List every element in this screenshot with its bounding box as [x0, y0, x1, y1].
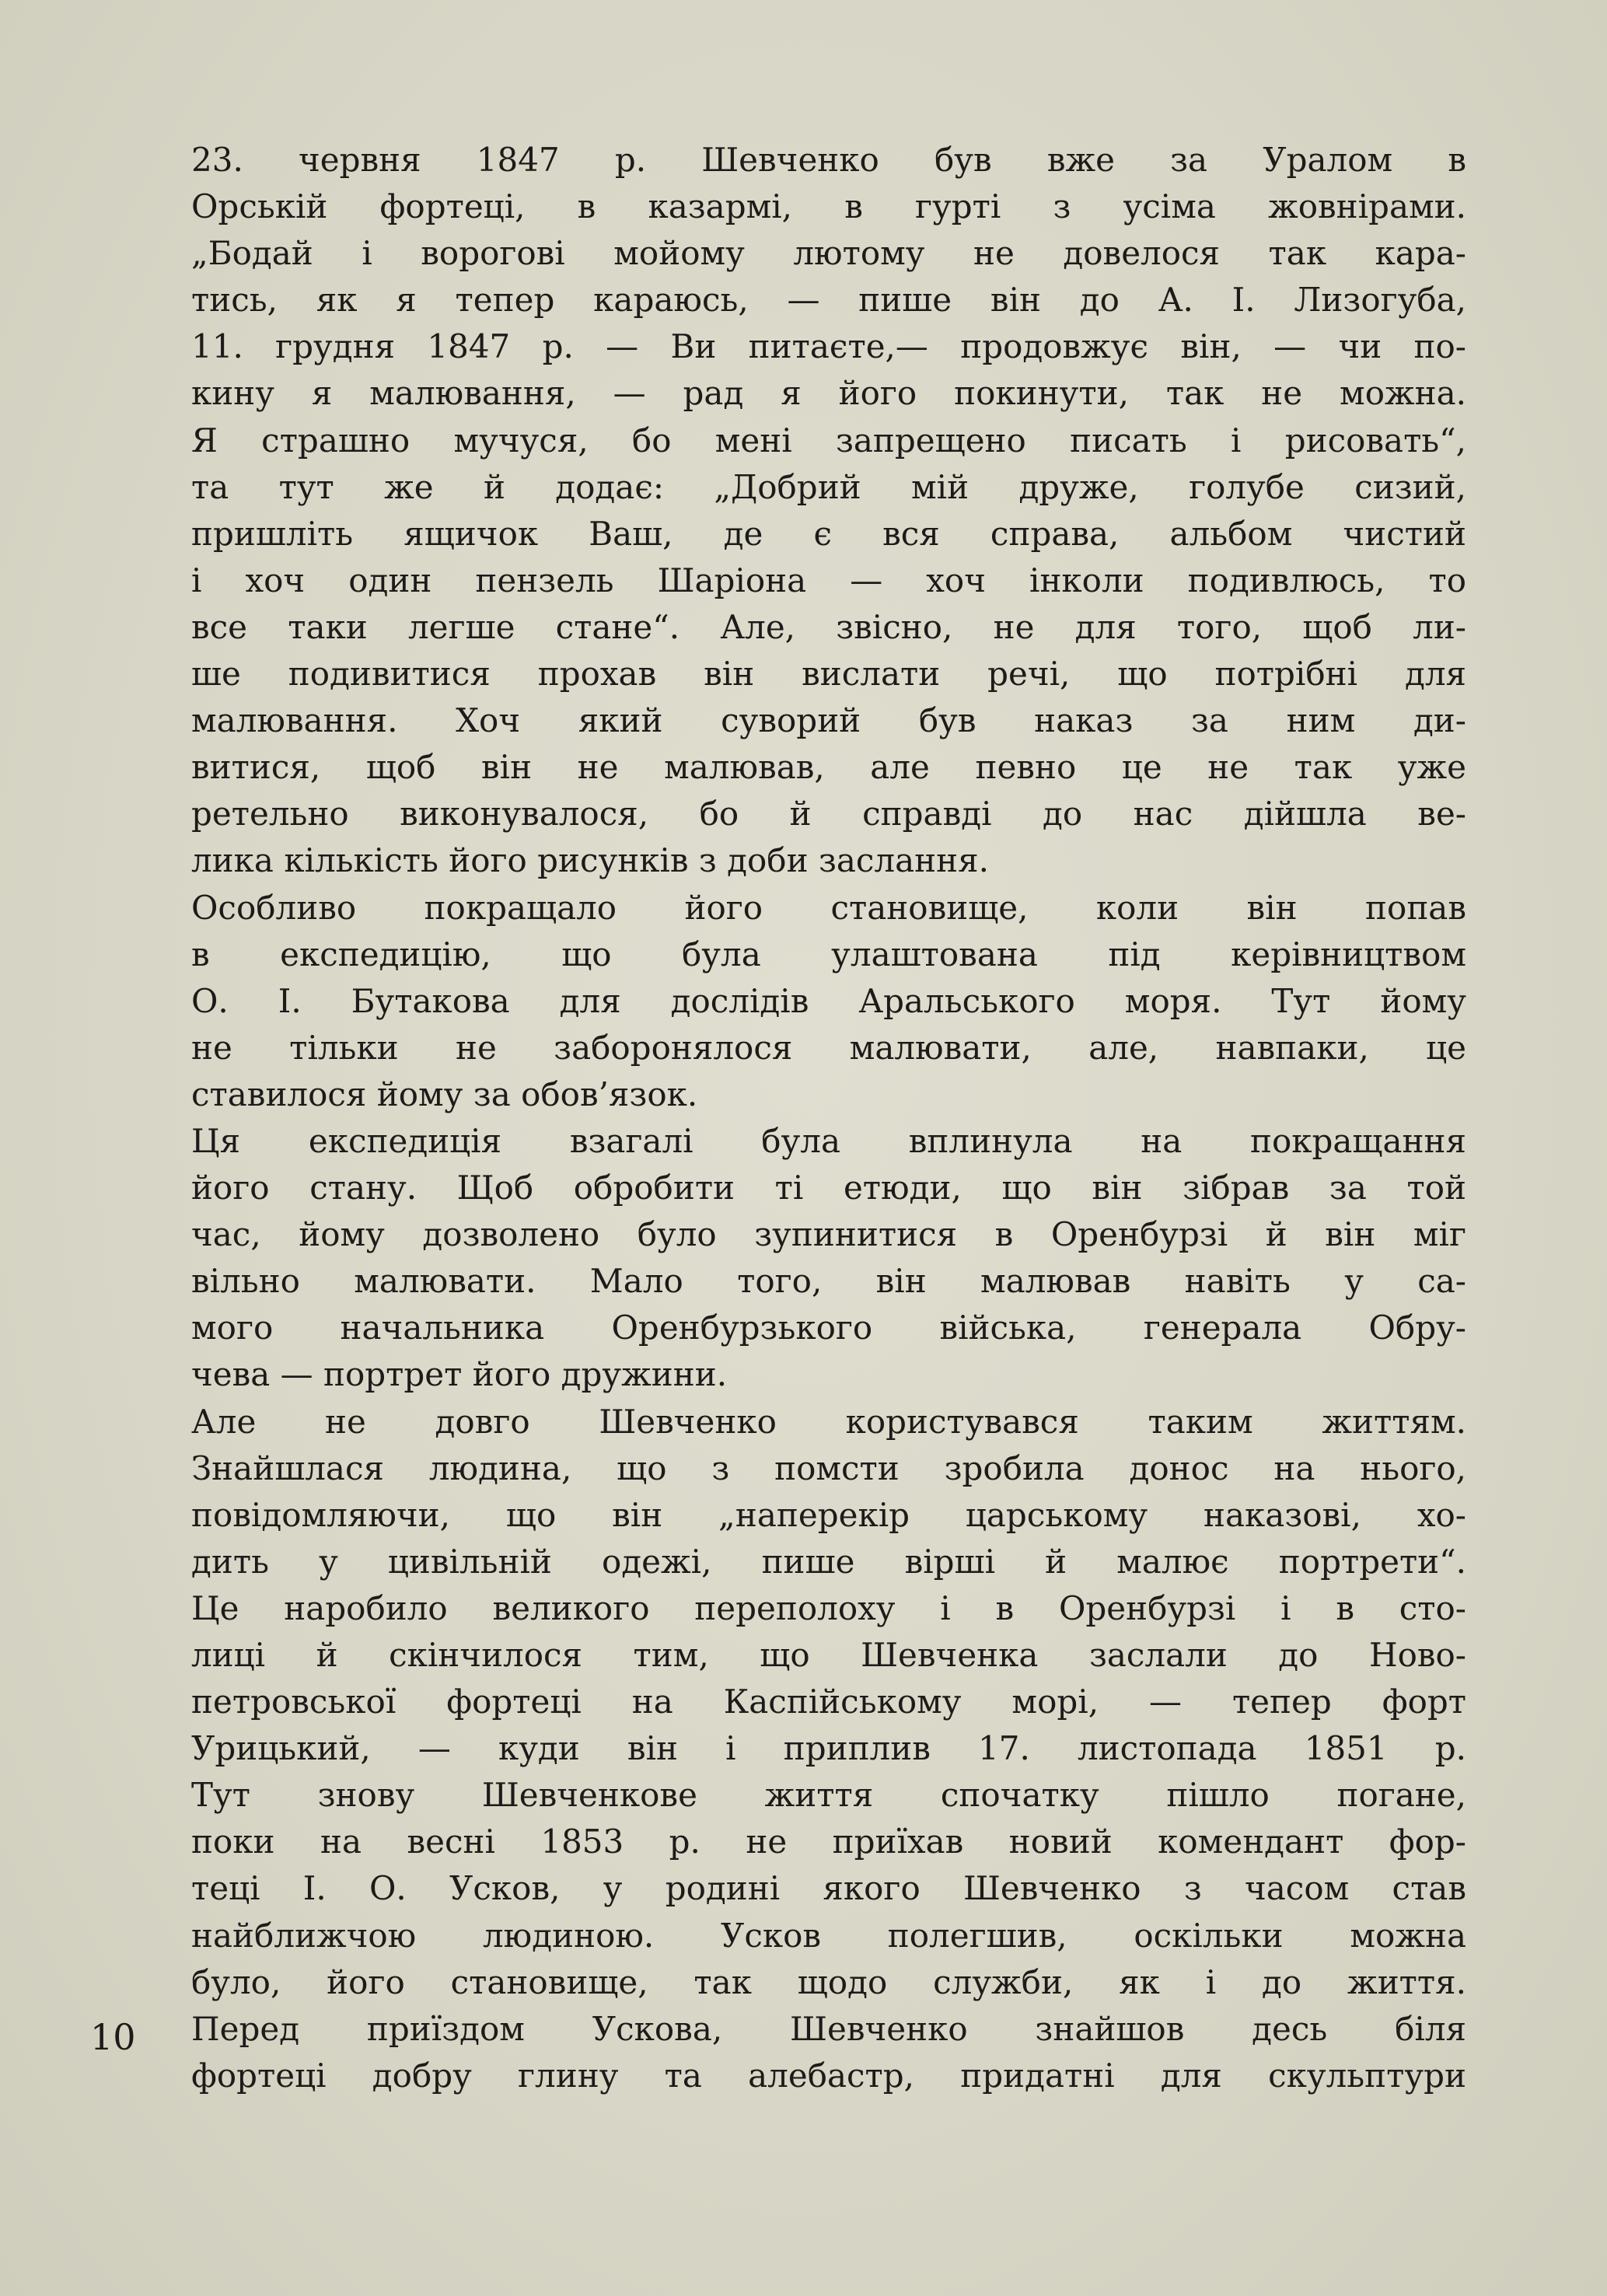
- text-line: ше подивитися прохав він вислати речі, що потрібні для: [191, 655, 1466, 694]
- paragraph: [191, 137, 1466, 885]
- text-line: Я страшно мучуся, бо мені запрещено писать і рисовать“,: [191, 421, 1466, 460]
- text-line: мого начальника Оренбурзького війська, генерала Обру-: [191, 1309, 1466, 1347]
- text-line: Тут знову Шевченкове життя спочатку пішло погане,: [191, 1776, 1466, 1815]
- text-line: петровської фортеці на Каспійському морі, — тепер форт: [191, 1683, 1466, 1721]
- text-line: Знайшлася людина, що з помсти зробила донос на нього,: [191, 1449, 1466, 1487]
- text-line: поки на весні 1853 р. не приїхав новий комендант фор-: [191, 1822, 1466, 1861]
- text-line: час, йому дозволено було зупинитися в Оренбурзі й він міг: [191, 1215, 1466, 1254]
- text-line: не тільки не заборонялося малювати, але, навпаки, це: [191, 1028, 1466, 1067]
- text-line: вільно малювати. Мало того, він малював навіть у са-: [191, 1262, 1466, 1301]
- text-line: Ця експедиція взагалі була вплинула на покращання: [191, 1121, 1466, 1160]
- text-line: ставилося йому за обов’язок.: [191, 1075, 698, 1113]
- text-line: фортеці добру глину та алебастр, придатні для скульптури: [191, 2056, 1466, 2095]
- text-line: було, його становище, так щодо служби, як і до життя.: [191, 1962, 1466, 2001]
- text-line: ретельно виконувалося, бо й справді до нас дійшла ве-: [191, 795, 1466, 833]
- body-text: [191, 137, 1466, 2099]
- text-line: і хоч один пензель Шаріона — хоч інколи подивлюсь, то: [191, 561, 1466, 599]
- paragraph: [191, 1118, 1466, 1399]
- text-line: 23. червня 1847 р. Шевченко був вже за Уралом в: [191, 141, 1466, 179]
- text-line: малювання. Хоч який суворий був наказ за ним ди-: [191, 701, 1466, 740]
- text-line: О. І. Бутакова для дослідів Аральського моря. Тут йому: [191, 981, 1466, 1020]
- text-line: тись, як я тепер караюсь, — пише він до А. І. Лизогуба,: [191, 281, 1466, 320]
- text-line: „Бодай і ворогові мойому лютому не довелося так кара-: [191, 234, 1466, 273]
- text-line: Але не довго Шевченко користувався таким життям.: [191, 1402, 1466, 1441]
- text-line: кину я малювання, — рад я його покинути, так не можна.: [191, 374, 1466, 413]
- text-line: пришліть ящичок Ваш, де є вся справа, альбом чистий: [191, 514, 1466, 553]
- text-line: Це наробило великого переполоху і в Оренбурзі і в сто-: [191, 1588, 1466, 1627]
- text-line: Перед приїздом Ускова, Шевченко знайшов десь біля: [191, 2009, 1466, 2048]
- text-line: Особливо покращало його становище, коли він попав: [191, 888, 1466, 927]
- text-line: теці І. О. Усков, у родині якого Шевченко з часом став: [191, 1869, 1466, 1908]
- text-line: Урицький, — куди він і приплив 17. листопада 1851 р.: [191, 1729, 1466, 1768]
- text-line: найближчою людиною. Усков полегшив, оскільки можна: [191, 1916, 1466, 1955]
- text-line: все таки легше стане“. Але, звісно, не для того, щоб ли-: [191, 607, 1466, 646]
- paragraph: [191, 1399, 1466, 2099]
- text-line: та тут же й додає: „Добрий мій друже, голубе сизий,: [191, 467, 1466, 506]
- page-number: 10: [90, 2016, 136, 2058]
- text-line: його стану. Щоб обробити ті етюди, що він зібрав за той: [191, 1169, 1466, 1207]
- paragraph: [191, 885, 1466, 1118]
- text-line: чева — портрет його дружини.: [191, 1355, 728, 1394]
- text-line: повідомляючи, що він „наперекір царському наказові, хо-: [191, 1495, 1466, 1534]
- text-line: Орській фортеці, в казармі, в гурті з усіма жовнірами.: [191, 187, 1466, 226]
- text-line: лиці й скінчилося тим, що Шевченка заслали до Ново-: [191, 1636, 1466, 1674]
- text-line: дить у цивільній одежі, пише вірші й малює портрети“.: [191, 1542, 1466, 1581]
- text-line: витися, щоб він не малював, але певно це не так уже: [191, 748, 1466, 787]
- text-line: 11. грудня 1847 р. — Ви питаєте,— продовжує він, — чи по-: [191, 327, 1466, 366]
- text-line: в експедицію, що була улаштована під керівництвом: [191, 935, 1466, 973]
- text-line: лика кількість його рисунків з доби заслання.: [191, 841, 989, 880]
